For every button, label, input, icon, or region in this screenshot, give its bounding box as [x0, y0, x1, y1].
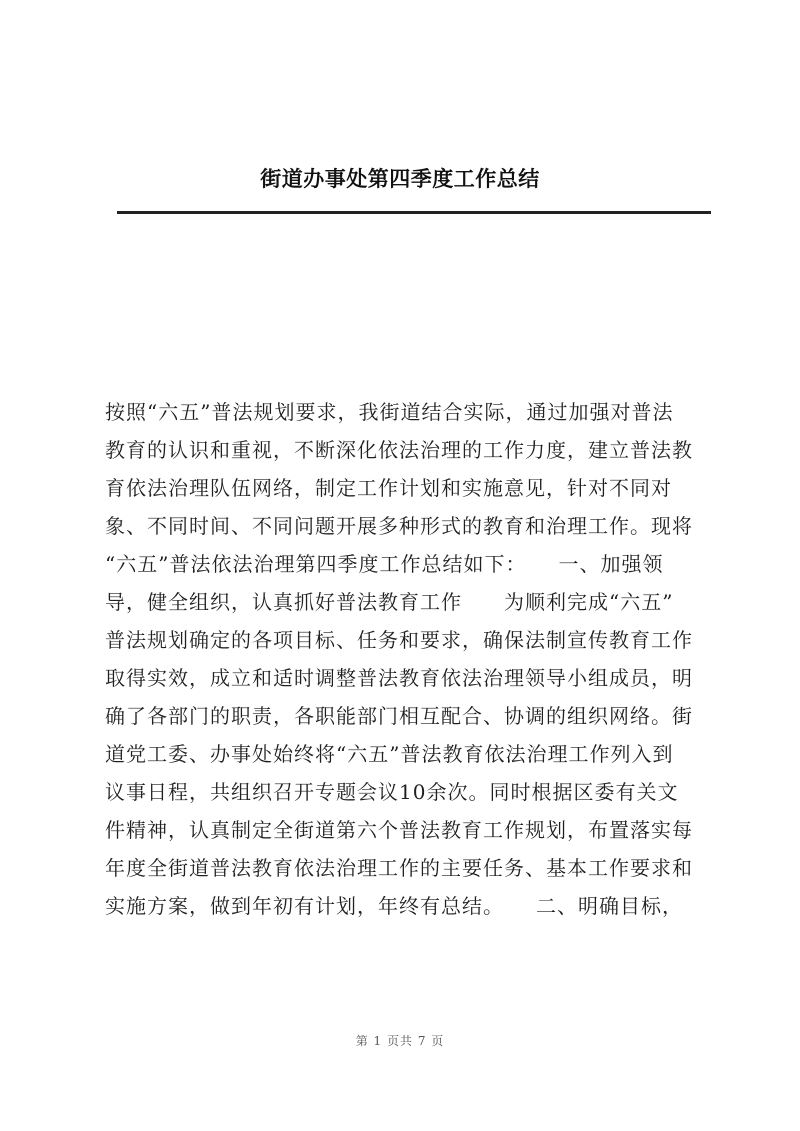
body-line: 导，健全组织，认真抓好普法教育工作 为顺利完成“六五” — [105, 590, 674, 614]
body-line: 普法规划确定的各项目标、任务和要求，确保法制宣传教育工作 — [105, 628, 693, 652]
document-body — [105, 393, 715, 925]
body-line: “六五”普法依法治理第四季度工作总结如下： 一、加强领 — [105, 552, 664, 576]
body-line: 实施方案，做到年初有计划，年终有总结。 二、明确目标， — [105, 894, 683, 918]
body-line: 道党工委、办事处始终将“六五”普法教育依法治理工作列入到 — [105, 742, 674, 766]
body-line: 确了各部门的职责，各职能部门相互配合、协调的组织网络。街 — [105, 704, 693, 728]
page-number: 第 1 页共 7 页 — [355, 1034, 445, 1048]
body-line: 议事日程，共组织召开专题会议10余次。同时根据区委有关文 — [105, 780, 679, 804]
title-divider — [117, 211, 711, 214]
body-line: 按照“六五”普法规划要求，我街道结合实际，通过加强对普法 — [105, 400, 674, 424]
document-title: 街道办事处第四季度工作总结 — [260, 167, 540, 191]
body-line: 教育的认识和重视，不断深化依法治理的工作力度，建立普法教 — [105, 438, 693, 462]
body-line: 年度全街道普法教育依法治理工作的主要任务、基本工作要求和 — [105, 856, 693, 880]
body-line: 取得实效，成立和适时调整普法教育依法治理领导小组成员，明 — [105, 666, 693, 690]
body-line: 育依法治理队伍网络，制定工作计划和实施意见，针对不同对 — [105, 476, 672, 500]
body-line: 象、不同时间、不同问题开展多种形式的教育和治理工作。现将 — [105, 514, 693, 538]
body-line: 件精神，认真制定全街道第六个普法教育工作规划，布置落实每 — [105, 818, 693, 842]
